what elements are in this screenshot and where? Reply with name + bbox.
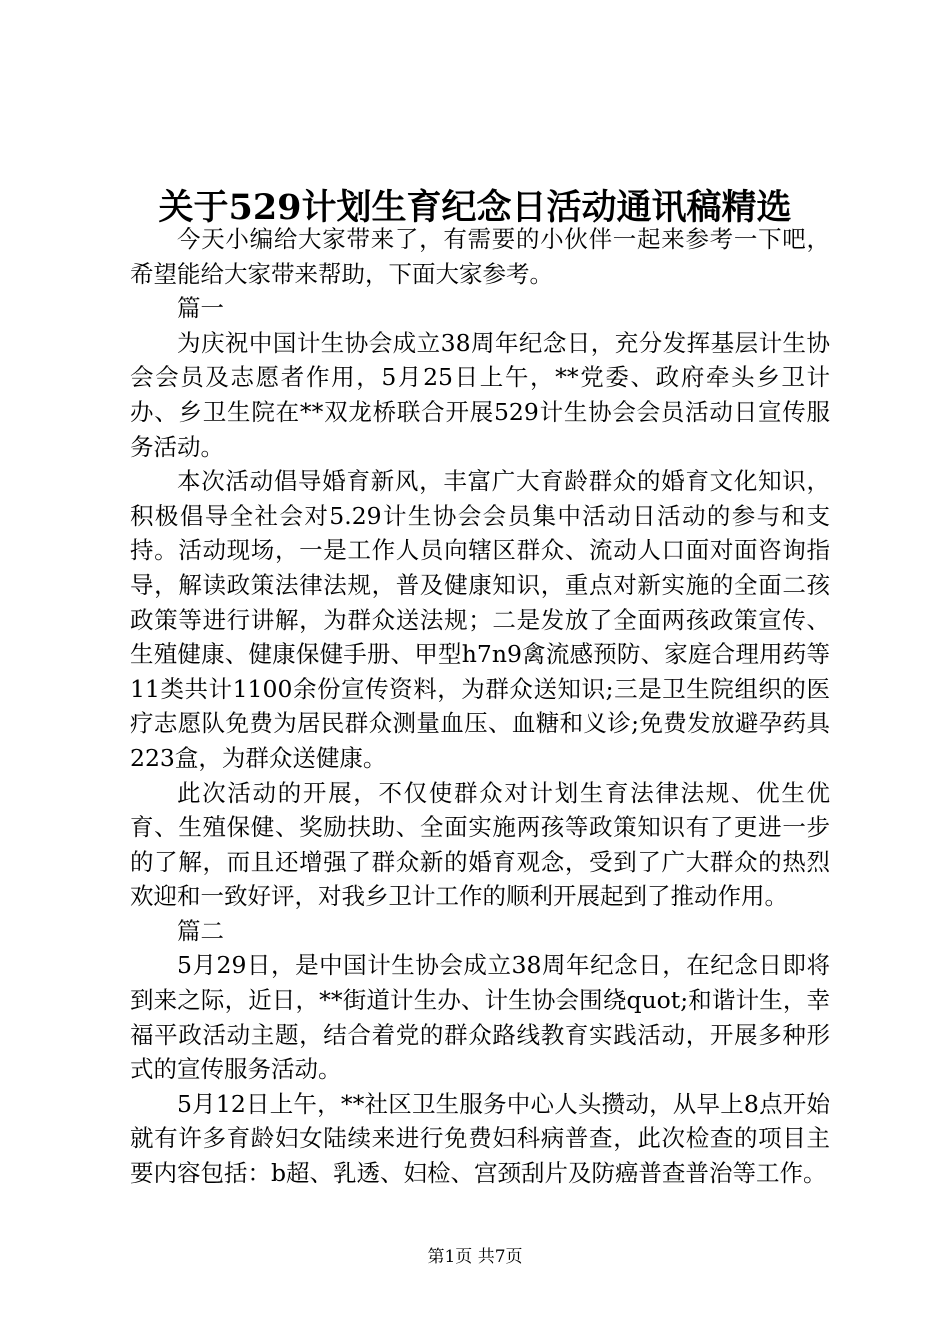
document-body — [130, 222, 830, 1191]
page-footer: 第1页 共7页 — [427, 1247, 523, 1267]
paragraph: 5月29日，是中国计生协会成立38周年纪念日，在纪念日即将到来之际，近日，**街道计生办、计生协会围绕quot;和谐计生，幸福平政活动主题，结合着党的群众路线教育实践活动，开展多种形式的宣传服务活动。 — [130, 951, 830, 1084]
paragraph-intro: 今天小编给大家带来了，有需要的小伙伴一起来参考一下吧，希望能给大家带来帮助，下面大家参考。 — [130, 225, 830, 288]
section-heading-one: 篇一 — [177, 294, 224, 323]
paragraph: 此次活动的开展，不仅使群众对计划生育法律法规、优生优育、生殖保健、奖励扶助、全面实施两孩等政策知识有了更进一步的了解，而且还增强了群众新的婚育观念，受到了广大群众的热烈欢迎和一致好评，对我乡卫计工作的顺利开展起到了推动作用。 — [130, 778, 830, 911]
section-heading-two: 篇二 — [177, 916, 224, 945]
document-title: 关于529计划生育纪念日活动通讯稿精选 — [158, 187, 792, 228]
paragraph: 5月12日上午，**社区卫生服务中心人头攒动，从早上8点开始就有许多育龄妇女陆续来进行免费妇科病普查，此次检查的项目主要内容包括：b超、乳透、妇检、宫颈刮片及防癌普查普治等工作。 — [130, 1089, 830, 1188]
paragraph: 为庆祝中国计生协会成立38周年纪念日，充分发挥基层计生协会会员及志愿者作用，5月25日上午，**党委、政府牵头乡卫计办、乡卫生院在**双龙桥联合开展529计生协会会员活动日宣传服务活动。 — [130, 328, 830, 461]
paragraph: 本次活动倡导婚育新风，丰富广大育龄群众的婚育文化知识，积极倡导全社会对5.29计生协会会员集中活动日活动的参与和支持。活动现场，一是工作人员向辖区群众、流动人口面对面咨询指导，解读政策法律法规，普及健康知识，重点对新实施的全面二孩政策等进行讲解，为群众送法规；二是发放了全面两孩政策宣传、生殖健康、健康保健手册、甲型h7n9禽流感预防、家庭合理用药等11类共计1100余份宣传资料，为群众送知识;三是卫生院组织的医疗志愿队免费为居民群众测量血压、血糖和义诊;免费发放避孕药具223盒，为群众送健康。 — [130, 467, 830, 772]
